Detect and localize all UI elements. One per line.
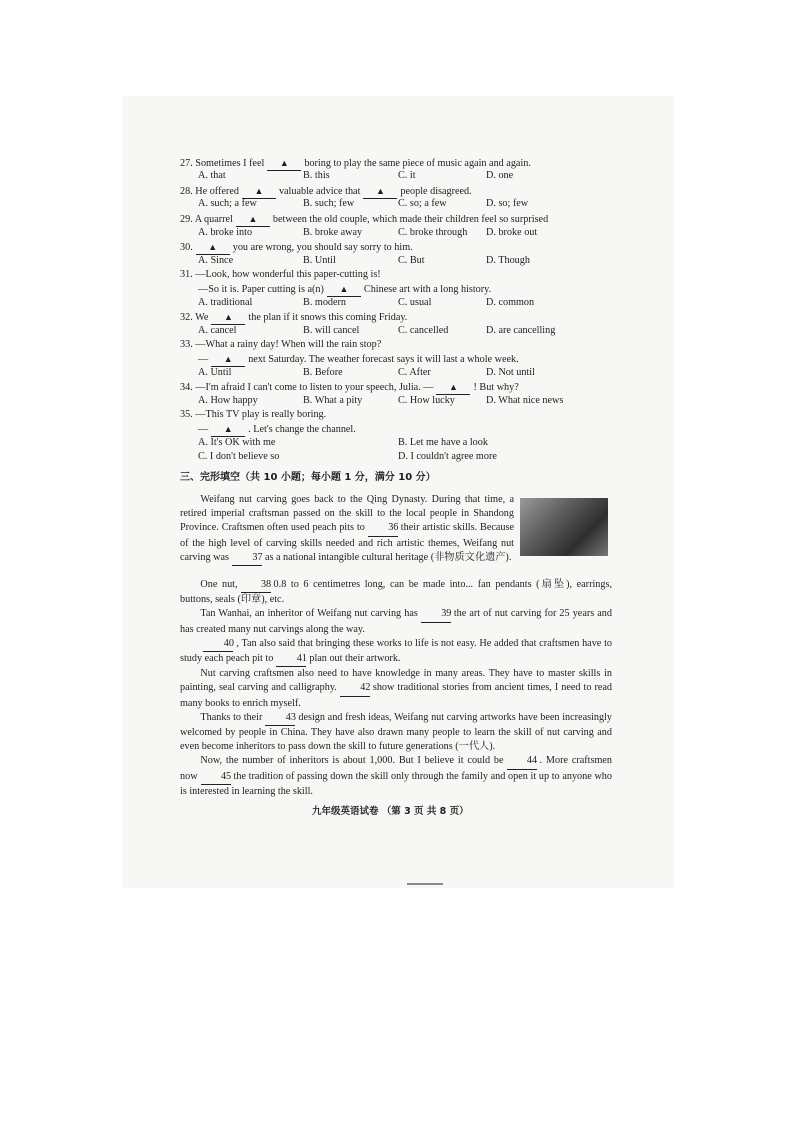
triangle-marker: ▲ [248,214,258,224]
question-27 [180,157,531,171]
passage-text: , Tan also said that bringing these works to life is not easy. He added that craftsmen have to study each peach pit to [180,637,612,665]
passage-paragraph-5 [180,667,612,711]
option-c: C. How lucky [398,395,455,406]
passage-paragraph-4 [180,637,612,667]
blank-44: 44 [507,754,537,769]
passage-paragraph-3 [180,607,612,636]
passage-text: Weifang nut carving goes back to the Qing Dynasty. During that time, a retired imperial craftsman passed on the skill to the local people in Shandong Province. Craftsmen often used peach pits to [180,494,514,534]
blank-38: 38 [241,578,271,593]
answer-blank [363,185,397,199]
answer-blank [196,241,230,255]
question-stem: 32. We [180,312,209,323]
question-31: 31. —Look, how wonderful this paper-cutting is! [180,269,381,280]
question-stem: 34. —I'm afraid I can't come to listen to your speech, Julia. [180,382,421,393]
option-d: D. are cancelling [486,325,556,336]
option-d: D. common [486,297,535,308]
triangle-marker: ▲ [223,354,233,364]
passage-text: Nut carving craftsmen also need to have knowledge in many areas. They have to master skills in painting, seal carving and calligraphy. [180,668,612,694]
page-footer: 九年级英语试卷 （第 3 页 共 8 页） [312,806,469,817]
option-b: B. modern [303,297,347,308]
option-a: A. such; a few [198,198,257,209]
option-b: B. such; few [303,198,355,209]
question-stem: . Let's change the channel. [248,424,356,435]
question-stem: boring to play the same piece of music again and again. [304,158,531,169]
question-33: 33. —What a rainy day! When will the rain stop? [180,339,382,350]
option-c: C. cancelled [398,325,449,336]
option-d: D. so; few [486,198,529,209]
option-c: C. After [398,367,431,378]
question-stem: ! But why? [473,382,519,393]
triangle-marker: ▲ [254,186,264,196]
question-stem: between the old couple, which made their children feel so surprised [272,214,549,225]
question-stem: — [198,354,209,365]
option-d: D. I couldn't agree more [398,451,497,462]
option-d: D. one [486,170,514,181]
question-stem: 29. A quarrel [180,214,233,225]
blank-39: 39 [421,607,451,622]
question-stem: you are wrong, you should say sorry to him. [232,242,413,253]
passage-text: One nut, [200,579,238,590]
option-b: B. Let me have a look [398,437,488,448]
passage-text: the art of nut carving for 25 years and has created many nut carvings along the way. [180,608,612,635]
option-a: A. broke into [198,227,253,238]
answer-blank [267,157,301,171]
question-stem: — [423,382,434,393]
question-28 [180,185,472,199]
option-b: B. this [303,170,330,181]
option-c: C. broke through [398,227,468,238]
scan-mark [407,883,443,885]
question-30 [180,241,413,255]
option-c: C. it [398,170,416,181]
passage-paragraph-1 [180,493,514,566]
option-a: A. It's OK with me [198,437,276,448]
question-stem: —So it is. Paper cutting is a(n) [198,284,324,295]
blank-42: 42 [340,681,370,696]
option-d: D. Not until [486,367,535,378]
passage-text: the tradition of passing down the skill only through the family and open it up to anyone who is interested in learning the skill. [180,770,612,797]
question-stem: 30. [180,242,193,253]
option-a: A. cancel [198,325,237,336]
blank-37: 37 [232,551,262,566]
option-b: B. Until [303,255,336,266]
passage-text: their artistic skills. Because of the high level of carving skills needed and rich artistic themes, Weifang nut carving was [180,522,514,563]
option-c: C. usual [398,297,432,308]
option-d: D. What nice news [486,395,564,406]
option-a: A. that [198,170,226,181]
passage-text: show traditional stories from ancient times, I need to read many books to enrich myself. [180,682,612,709]
question-stem: 27. Sometimes I feel [180,158,265,169]
answer-blank [236,213,270,227]
passage-paragraph-2 [180,578,612,607]
question-29 [180,213,548,227]
option-b: B. broke away [303,227,363,238]
passage-text: . More craftsmen now [180,755,613,782]
option-b: B. will cancel [303,325,360,336]
triangle-marker: ▲ [279,158,289,168]
question-stem: people disagreed. [400,186,472,197]
answer-blank [211,353,245,367]
passage-text: design and fresh ideas, Weifang nut carving artworks have been increasingly welcomed by people in China. They have also drawn many people to learn the skill of nut carving and even become inheritors to pass down the skill to future generations (一代人). [180,711,612,753]
answer-blank [242,185,276,199]
answer-blank [436,381,470,395]
blank-41: 41 [276,652,306,667]
option-a: A. Since [198,255,234,266]
option-c: C. so; a few [398,198,447,209]
blank-36: 36 [368,521,398,536]
option-a: A. How happy [198,395,258,406]
question-35-reply [198,423,356,437]
passage-text: Now, the number of inheritors is about 1,000. But I believe it could be [200,755,504,767]
triangle-marker: ▲ [208,242,218,252]
question-35: 35. —This TV play is really boring. [180,409,327,420]
option-b: B. Before [303,367,343,378]
passage-text: 0.8 to 6 centimetres long, can be made into... fan pendants (扇坠), earrings, buttons, seals (印章), etc. [180,579,612,606]
passage-text: Tan Wanhai, an inheritor of Weifang nut carving has [200,608,418,620]
option-d: D. Though [486,255,530,266]
passage-paragraph-6 [180,711,612,755]
answer-blank [211,423,245,437]
nut-carving-photo [520,498,608,556]
triangle-marker: ▲ [339,284,349,294]
passage-paragraph-7 [180,754,612,799]
question-stem: valuable advice that [278,186,361,197]
option-c: C. But [398,255,425,266]
triangle-marker: ▲ [223,312,233,322]
answer-blank [327,283,361,297]
passage-text: as a national intangible cultural heritage (非物质文化遗产). [264,551,512,563]
option-a: A. traditional [198,297,253,308]
question-31-reply [198,283,491,297]
blank-45: 45 [201,770,231,785]
triangle-marker: ▲ [223,424,233,434]
question-33-reply [198,353,519,367]
blank-43: 43 [265,711,295,726]
passage-text: plan out their artwork. [309,653,401,665]
question-stem: Chinese art with a long history. [363,284,492,295]
blank-40: 40 [203,637,233,652]
option-d: D. broke out [486,227,538,238]
question-34 [180,381,519,395]
triangle-marker: ▲ [449,382,458,392]
question-stem: next Saturday. The weather forecast says it will last a whole week. [248,354,519,365]
section-heading: 三、完形填空（共 10 小题；每小题 1 分，满分 10 分） [180,472,436,483]
question-stem: the plan if it snows this coming Friday. [248,312,408,323]
question-stem: 28. He offered [180,186,239,197]
passage-text: Thanks to their [200,711,263,723]
triangle-marker: ▲ [375,186,385,196]
question-stem: — [198,424,209,435]
option-b: B. What a pity [303,395,363,406]
option-c: C. I don't believe so [198,451,280,462]
answer-blank [211,311,245,325]
passage-body [180,578,612,799]
option-a: A. Until [198,367,232,378]
question-32 [180,311,407,325]
